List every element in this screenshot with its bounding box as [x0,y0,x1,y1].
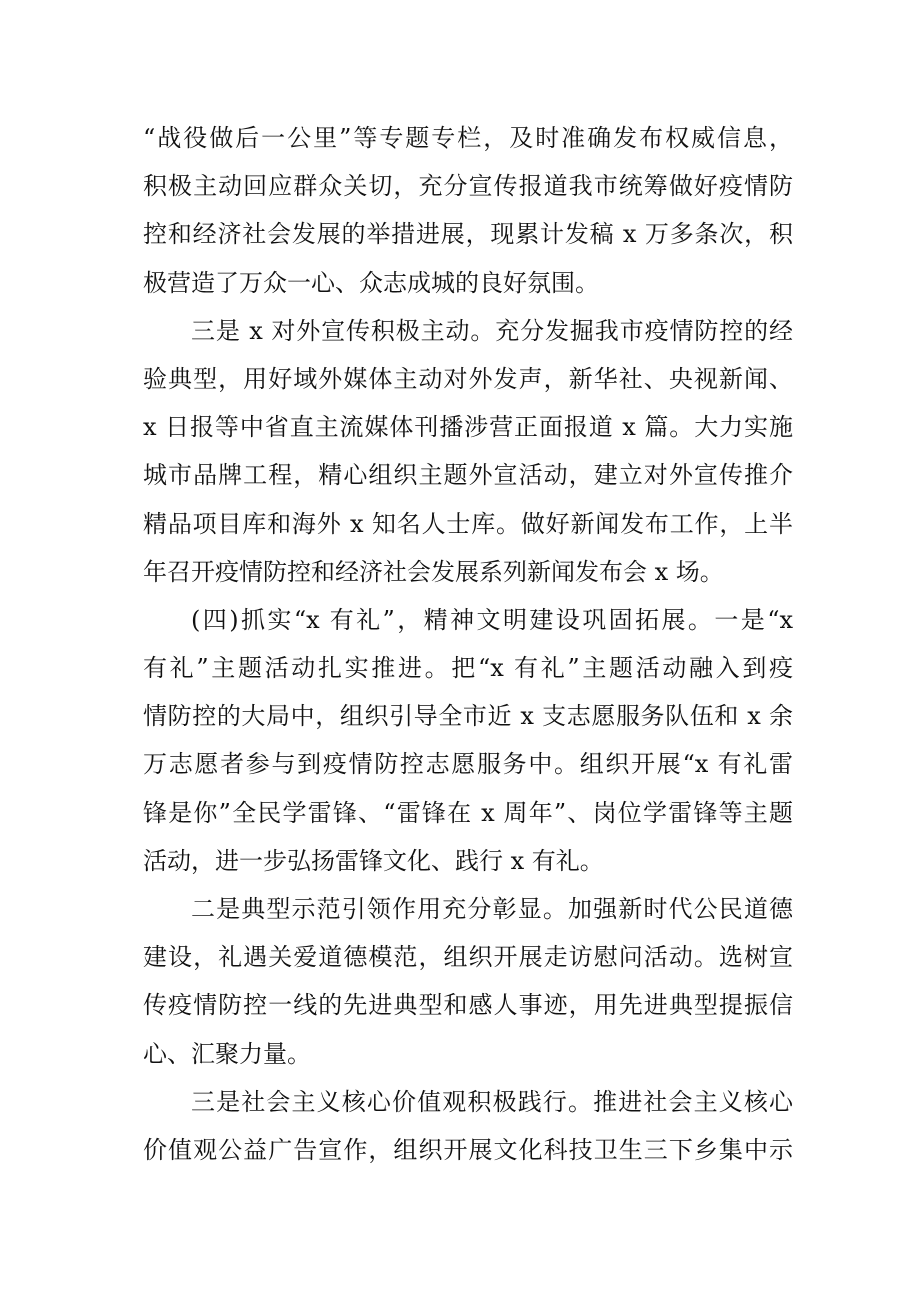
text-line: 验典型，用好域外媒体主动对外发声，新华社、央视新闻、 [143,364,793,393]
text-line: x 日报等中省直主流媒体刊播涉营正面报道 x 篇。大力实施 [143,413,793,442]
text-line: “战役做后一公里”等专题专栏，及时准确发布权威信息， [143,124,793,152]
text-line: 精品项目库和海外 x 知名人士库。做好新闻发布工作，上半 [143,509,793,538]
text-line: (四)抓实“x 有礼”，精神文明建设巩固拓展。一是“x [191,605,793,634]
document-body [143,114,793,1174]
text-line: 心、汇聚力量。 [143,1039,311,1068]
text-line: 建设，礼遇关爱道德模范，组织开展走访慰问活动。选树宣 [143,943,793,972]
text-line: 有礼”主题活动扎实推进。把“x 有礼”主题活动融入到疫 [143,654,793,683]
text-line: 积极主动回应群众关切，充分宣传报道我市统筹做好疫情防 [143,172,793,201]
text-line: 活动，进一步弘扬雷锋文化、践行 x 有礼。 [143,846,604,875]
text-line: 极营造了万众一心、众志成城的良好氛围。 [143,268,599,297]
text-line: 锋是你”全民学雷锋、“雷锋在 x 周年”、岗位学雷锋等主题 [143,798,793,827]
text-line: 万志愿者参与到疫情防控志愿服务中。组织开展“x 有礼雷 [143,750,793,779]
text-line: 情防控的大局中，组织引导全市近 x 支志愿服务队伍和 x 余 [143,702,793,731]
text-line: 控和经济社会发展的举措进展，现累计发稿 x 万多条次，积 [143,220,793,249]
text-line: 价值观公益广告宣作，组织开展文化科技卫生三下乡集中示 [143,1135,793,1164]
text-line: 三是社会主义核心价值观积极践行。推进社会主义核心 [191,1087,793,1116]
text-line: 二是典型示范引领作用充分彰显。加强新时代公民道德 [191,895,793,923]
text-line: 三是 x 对外宣传积极主动。充分发掘我市疫情防控的经 [191,316,793,345]
text-line: 传疫情防控一线的先进典型和感人事迹，用先进典型提振信 [143,991,793,1020]
text-line: 年召开疫情防控和经济社会发展系列新闻发布会 x 场。 [143,557,724,586]
text-line: 城市品牌工程，精心组织主题外宣活动，建立对外宣传推介 [143,461,793,490]
